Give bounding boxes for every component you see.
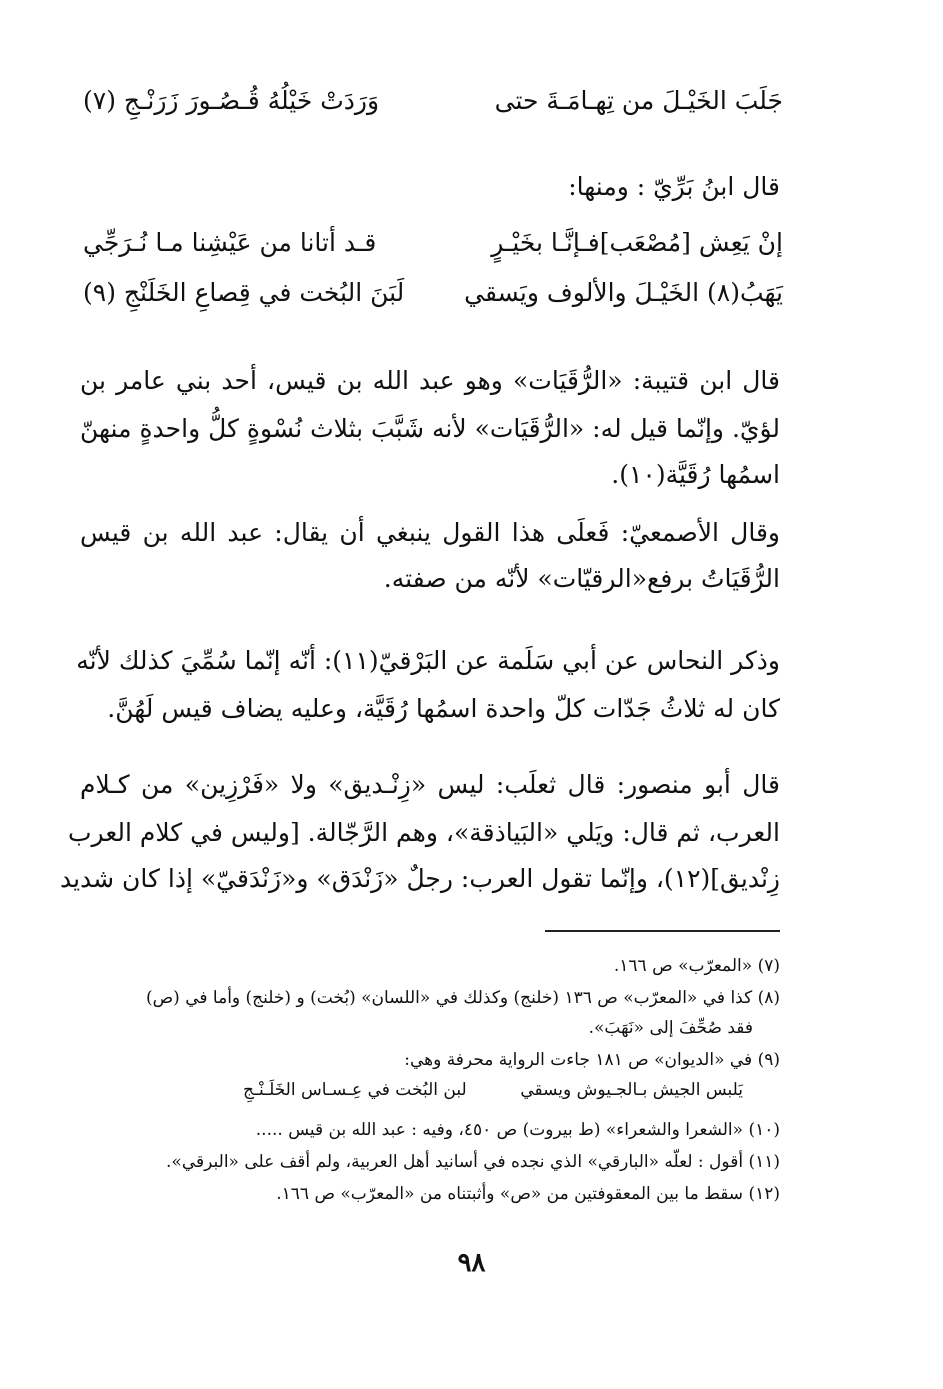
verse-line-3 (83, 278, 783, 322)
verse-line-1 (83, 86, 783, 130)
footnote-8-continued: فقد صُحِّفَ إلى «نَهَبَ». (588, 1018, 753, 1038)
paragraph-line: زِنْديق](١٢)، وإنّما تقول العرب: رجلٌ «زَنْدَق» و«زَنْدَقيّ» إذا كان شديد (59, 864, 780, 893)
footnote-8: (٨) كذا في «المعرّب» ص ١٣٦ (خلنج) وكذلك في «اللسان» (بُخت) و (خلنج) وأما في (ص) (146, 988, 780, 1008)
verse-hemistich-first: جَلَبَ الخَيْـلَ من تِهـامَـةَ حتى (494, 86, 783, 115)
footnote-11: (١١) أقول : لعلّه «البارقي» الذي نجده في أسانيد أهل العربية، ولم أقف على «البرقي». (166, 1152, 780, 1172)
footnote-9-verse (243, 1080, 743, 1106)
verse-line-2 (83, 228, 783, 272)
paragraph-line: قال أبو منصور: قال ثعلَب: ليس «زِنْـديق» ولا «فَرْزِين» من كـلام (80, 770, 780, 799)
verse-hemistich-first: يَهَبُ(٨) الخَيْـلَ والألوف ويَسقي (464, 278, 783, 307)
paragraph-line: قال ابن قتيبة: «الرُّقَيَات» وهو عبد الله بن قيس، أحد بني عامر بن (80, 366, 780, 395)
page-number: ٩٨ (457, 1248, 486, 1278)
paragraph-line: كان له ثلاثُ جَدّات كلّ واحدة اسمُها رُقَيَّة، وعليه يضاف قيس لَهُنَّ. (107, 694, 780, 723)
paragraph-line: لؤيّ. وإنّما قيل له: «الرُّقَيَات» لأنه شَبَّبَ بثلاث نُسْوةٍ كلُّ واحدةٍ منهنّ (80, 414, 780, 443)
paragraph-line: اسمُها رُقَيَّة(١٠). (611, 460, 780, 489)
intro-text: قال ابنُ بَرِّيّ : ومنها: (568, 172, 780, 201)
footnote-9: (٩) في «الديوان» ص ١٨١ جاءت الرواية محرفة وهي: (404, 1050, 780, 1070)
footnote-divider (545, 930, 780, 932)
verse-hemistich-second: لَبَنَ البُخت في قِصاعِ الخَلَنْجِ (٩) (83, 278, 405, 307)
paragraph-line: العرب، ثم قال: ويَلي «البَياذقة»، وهم الرَّجّالة. [وليس في كلام العرب (68, 818, 780, 847)
footnote-7: (٧) «المعرّب» ص ١٦٦. (613, 956, 780, 976)
verse-hemistich-first: يَلبس الجيش بـالجـيوش ويسقي (520, 1080, 743, 1100)
footnote-10: (١٠) «الشعرا والشعراء» (ط بيروت) ص ٤٥٠، وفيه : عبد الله بن قيس ..... (255, 1120, 780, 1140)
footnote-12: (١٢) سقط ما بين المعقوفتين من «ص» وأثبتناه من «المعرّب» ص ١٦٦. (276, 1184, 780, 1204)
verse-hemistich-first: إنْ يَعِش [مُصْعَب]فـإنَّـا بخَيْـرٍ (491, 228, 783, 257)
verse-hemistich-second: لبن البُخت في عِـسـاس الخَلَـنْـجِ (243, 1080, 467, 1100)
paragraph-line: وذكر النحاس عن أبي سَلَمة عن البَرْقيّ(١١): أنّه إنّما سُمِّيَ كذلك لأنّه (76, 646, 780, 675)
verse-hemistich-second: قـد أتانا من عَيْشِنا مـا نُـرَجِّي (83, 228, 377, 257)
verse-hemistich-second: وَرَدَتْ خَيْلُهُ قُـصُـورَ زَرَنْـجِ (٧) (83, 86, 380, 115)
paragraph-line: الرُّقَيَاتُ برفع«الرقيّات» لأنّه من صفته. (383, 564, 780, 593)
paragraph-line: وقال الأصمعيّ: فَعلَى هذا القول ينبغي أن يقال: عبد الله بن قيس (80, 518, 780, 547)
